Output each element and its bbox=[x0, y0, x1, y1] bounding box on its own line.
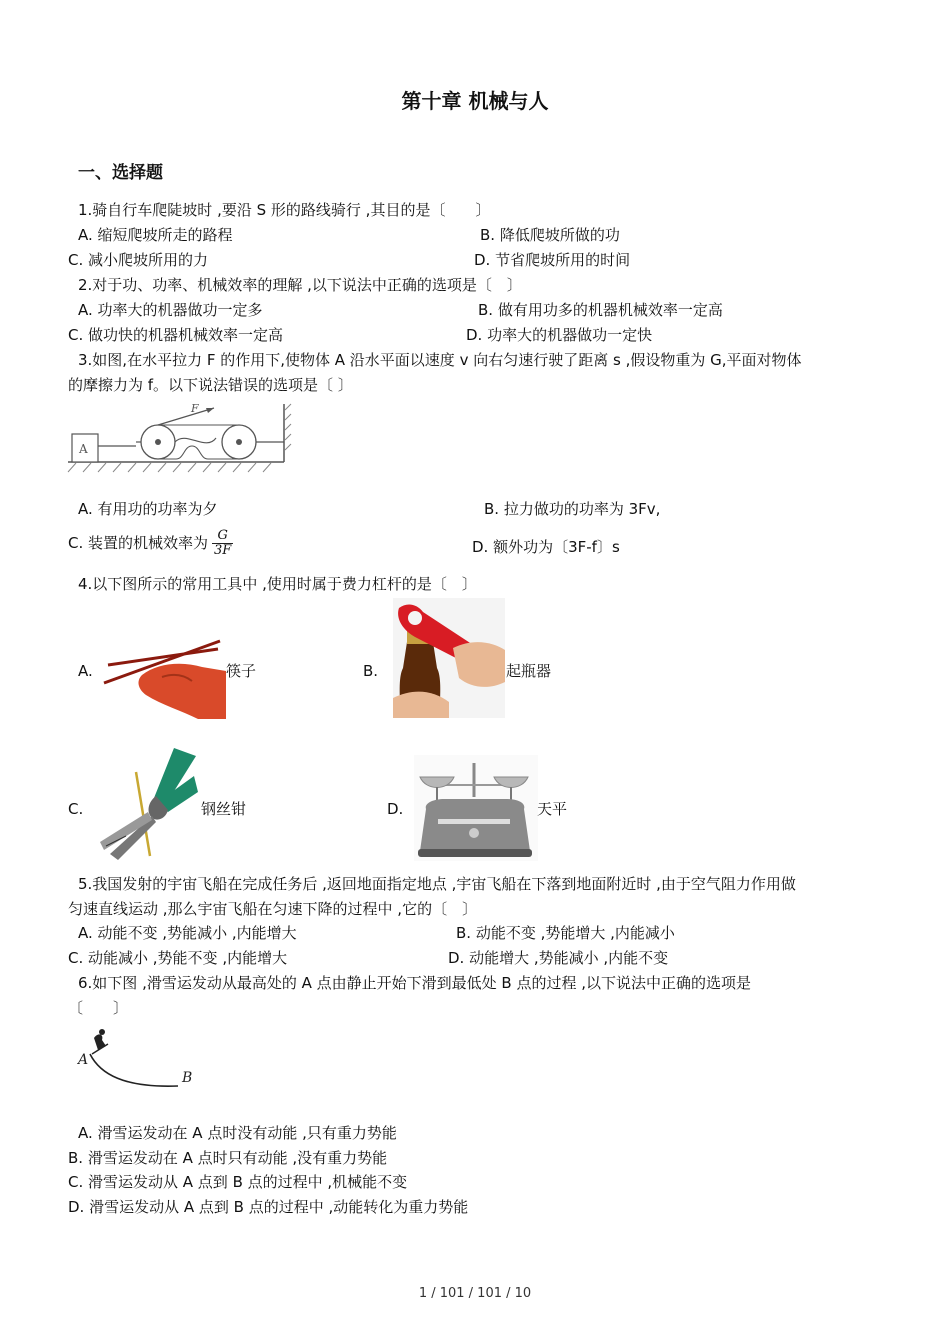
balance-scale-image bbox=[414, 755, 538, 861]
ski-slope-diagram bbox=[74, 1024, 198, 1096]
q6-option-c: C. 滑雪运发动从 A 点到 B 点的过程中 ,机械能不变 bbox=[68, 1173, 408, 1191]
q4-option-b-name: 起瓶器 bbox=[506, 662, 552, 680]
q3-option-c bbox=[68, 526, 233, 560]
q5-option-a: A. 动能不变 ,势能减小 ,内能增大 bbox=[78, 924, 297, 942]
q4-option-d-label: D. bbox=[387, 800, 404, 818]
q3-option-c-text: C. 装置的机械效率为 bbox=[68, 534, 209, 552]
q1-option-b: B. 降低爬坡所做的功 bbox=[480, 226, 620, 244]
q1-option-c: C. 减小爬坡所用的力 bbox=[68, 251, 209, 269]
q4-option-d-name: 天平 bbox=[537, 800, 568, 818]
pliers-image bbox=[96, 746, 200, 862]
q6-stem-line2: 〔 〕 bbox=[68, 999, 129, 1017]
q6-option-d: D. 滑雪运发动从 A 点到 B 点的过程中 ,动能转化为重力势能 bbox=[68, 1198, 469, 1216]
q4-option-c-name: 钢丝钳 bbox=[201, 800, 247, 818]
q4-option-a-name: 筷子 bbox=[226, 662, 257, 680]
q5-option-d: D. 动能增大 ,势能减小 ,内能不变 bbox=[448, 949, 669, 967]
q5-stem-line1: 5.我国发射的宇宙飞船在完成任务后 ,返回地面指定地点 ,宇宙飞船在下落到地面附近时 ,由于空气阻力作用做 bbox=[78, 875, 796, 893]
pulley-diagram bbox=[66, 402, 292, 478]
q2-option-b: B. 做有用功多的机器机械效率一定高 bbox=[478, 301, 723, 319]
slope-curve bbox=[90, 1054, 178, 1086]
q5-option-b: B. 动能不变 ,势能增大 ,内能减小 bbox=[456, 924, 675, 942]
q2-stem: 2.对于功、功率、机械效率的理解 ,以下说法中正确的选项是〔 〕 bbox=[78, 276, 522, 294]
section-heading: 一、选择题 bbox=[78, 163, 163, 183]
q4-option-c-label: C. bbox=[68, 800, 84, 818]
bottle-opener-image bbox=[393, 598, 505, 718]
chopsticks-image bbox=[102, 625, 226, 719]
q3-stem-line1: 3.如图,在水平拉力 F 的作用下,使物体 A 沿水平面以速度 v 向右匀速行驶了距离 s ,假设物重为 G,平面对物体 bbox=[78, 351, 802, 369]
q1-option-d: D. 节省爬坡所用的时间 bbox=[474, 251, 631, 269]
q3-option-d: D. 额外功为〔3F-f〕s bbox=[472, 538, 620, 556]
q1-option-a: A. 缩短爬坡所走的路程 bbox=[78, 226, 233, 244]
q2-option-d: D. 功率大的机器做功一定快 bbox=[466, 326, 653, 344]
q5-option-c: C. 动能减小 ,势能不变 ,内能增大 bbox=[68, 949, 288, 967]
fraction-numerator: G bbox=[212, 529, 233, 544]
q4-option-b-label: B. bbox=[363, 662, 379, 680]
q3-option-a: A. 有用功的功率为夕 bbox=[78, 500, 218, 518]
q2-option-c: C. 做功快的机器机械效率一定高 bbox=[68, 326, 284, 344]
fraction-denominator: 3F bbox=[214, 543, 232, 558]
block-a-label: A bbox=[79, 442, 88, 456]
efficiency-fraction bbox=[212, 529, 233, 558]
page-number: 1 / 101 / 101 / 10 bbox=[418, 1286, 532, 1301]
q3-option-b: B. 拉力做功的功率为 3Fv, bbox=[484, 500, 661, 518]
point-a-label: A bbox=[78, 1052, 89, 1068]
point-b-label: B bbox=[182, 1070, 193, 1086]
q1-stem: 1.骑自行车爬陡坡时 ,要沿 S 形的路线骑行 ,其目的是〔 〕 bbox=[78, 201, 491, 219]
skier-icon bbox=[94, 1034, 106, 1050]
q4-stem: 4.以下图所示的常用工具中 ,使用时属于费力杠杆的是〔 〕 bbox=[78, 575, 477, 593]
q6-option-a: A. 滑雪运发动在 A 点时没有动能 ,只有重力势能 bbox=[78, 1124, 397, 1142]
q6-option-b: B. 滑雪运发动在 A 点时只有动能 ,没有重力势能 bbox=[68, 1149, 388, 1167]
page-title: 第十章 机械与人 bbox=[401, 89, 549, 113]
q6-stem-line1: 6.如下图 ,滑雪运发动从最高处的 A 点由静止开始下滑到最低处 B 点的过程 ,以下说法中正确的选项是 bbox=[78, 974, 752, 992]
q5-stem-line2: 匀速直线运动 ,那么宇宙飞船在匀速下降的过程中 ,它的〔 〕 bbox=[68, 900, 478, 918]
q3-stem-line2: 的摩擦力为 f。以下说法错误的选项是〔 〕 bbox=[68, 376, 353, 394]
force-f-label: F bbox=[191, 402, 199, 415]
q2-option-a: A. 功率大的机器做功一定多 bbox=[78, 301, 263, 319]
q4-option-a-label: A. bbox=[78, 662, 93, 680]
